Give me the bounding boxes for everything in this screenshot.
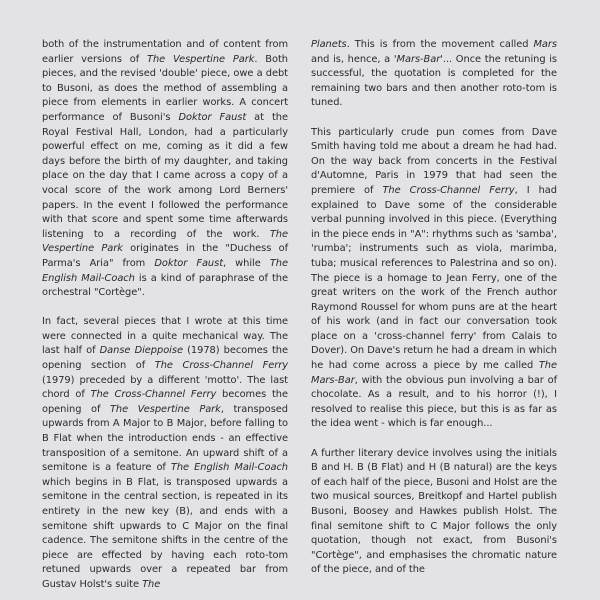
body-text: (1979) preceded by a different 'motto'. The last chord of bbox=[42, 374, 288, 401]
body-text: , transposed upwards from A Major to B Major, before falling to B Flat when the introduction ends - an effective transposition of a semitone. An upward shift of a semitone is a feature of bbox=[42, 403, 288, 474]
italic-title-text: The bbox=[142, 578, 161, 590]
paragraph bbox=[311, 447, 557, 578]
italic-title-text: The Vespertine Park bbox=[109, 403, 221, 415]
italic-title-text: The Cross-Channel Ferry bbox=[90, 389, 217, 401]
body-text: at the Royal Festival Hall, London, had a particularly powerful effect on me, coming as it did a few days before the birth of my daughter, and taking place on the day that I came across a copy of a vocal score of the work among Lord Berners' papers. In the event I followed the performance with that score and spent some time afterwards listening to a recording of the work. bbox=[42, 111, 289, 240]
body-text: (1978) becomes the opening section of bbox=[42, 345, 288, 372]
body-text: is a kind of paraphrase of the orchestral "Cortège". bbox=[42, 272, 288, 299]
italic-title-text: The Cross-Channel Ferry bbox=[154, 360, 288, 372]
body-text: and is, hence, a bbox=[311, 53, 394, 65]
body-text: In fact, several pieces that I wrote at this time were connected in a quite mechanical way. The last half of bbox=[42, 316, 288, 357]
italic-title-text: 'Mars-Bar' bbox=[393, 53, 443, 65]
body-text: ... Once the retuning is successful, the quotation is completed for the remaining two bars and then another roto-tom is tuned. bbox=[311, 53, 557, 109]
body-text: . This is from the movement called bbox=[346, 39, 534, 50]
body-text: originates in the "Duchess of Parma's Aria" from bbox=[42, 243, 288, 269]
text-column-left bbox=[42, 38, 288, 593]
italic-title-text: The Mars-Bar bbox=[311, 360, 557, 386]
italic-title-text: The English Mail-Coach bbox=[42, 257, 289, 284]
body-text: which begins in B Flat, is transposed upwards a semitone in the central section, is repeated in its entirety in the new key (B), and ends with a semitone shift upwards to C Major on the final cadence. The semitone shifts in the centre of the piece are effected by having each roto-tom retuned upwards over a repeated bar from Gustav Holst's suite bbox=[42, 476, 288, 590]
italic-title-text: Planets bbox=[311, 39, 347, 50]
body-text: becomes the opening of bbox=[42, 389, 288, 415]
italic-title-text: The Cross-Channel Ferry bbox=[382, 184, 515, 196]
paragraph bbox=[42, 315, 288, 592]
italic-title-text: Doktor Faust bbox=[178, 111, 247, 123]
italic-title-text: Danse Dieppoise bbox=[99, 345, 183, 357]
paragraph bbox=[311, 126, 557, 432]
body-text: , while bbox=[223, 257, 270, 269]
body-text: This particularly crude pun comes from Dave Smith having told me about a dream he had had. On the way back from concerts in the Festival d'Automne, Paris in 1979 that had seen the premiere of bbox=[311, 126, 557, 196]
body-text: , I had explained to Dave some of the considerable verbal punning involved in this piece. (Everything in the piece ends in "A": rhythms such as 'samba', 'rumba'; instruments such as viola, marimba, tuba; musical references to Palestrina and so on). The piece is a homage to Jean Ferry, one of the great writers on the work of the French author Raymond Roussel for whom puns are at the heart of his work (and in fact our conversation took place on a 'cross-channel ferry' from Calais to Dover). On Dave's return he had a dream in which he had come across a piece by me called bbox=[311, 184, 557, 372]
paragraph bbox=[42, 38, 288, 301]
italic-title-text: Mars bbox=[533, 39, 557, 50]
italic-title-text: The Vespertine Park bbox=[147, 53, 255, 65]
italic-title-text: The Vespertine Park bbox=[42, 228, 288, 255]
body-text: both of the instrumentation and of content from earlier versions of bbox=[42, 39, 288, 65]
italic-title-text: Doktor Faust bbox=[154, 257, 224, 269]
body-text: A further literary device involves using the initials B and H. B (B Flat) and H (B natural) are the keys of each half of the piece, Busoni and Holst are the two musical sources, Breitkopf and Hartel publish Busoni, Boosey and Hawkes publish Holst. The final semitone shift to C Major follows the only quotation, though not exact, from Busoni's "Cortège", and emphasises the chromatic nature of the piece, and of the bbox=[311, 447, 557, 576]
italic-title-text: The English Mail-Coach bbox=[170, 462, 288, 474]
body-text: . Both pieces, and the revised 'double' piece, owe a debt to Busoni, as does the method of assembling a piece from elements in earlier works. A concert performance of Busoni's bbox=[42, 53, 288, 123]
text-column-right bbox=[311, 38, 557, 578]
paragraph bbox=[311, 38, 557, 111]
body-text: , with the obvious pun involving a bar of chocolate. As a result, and to his horror (!), I resolved to realise this piece, but this is as far as the idea went - which is far enough... bbox=[311, 374, 557, 430]
